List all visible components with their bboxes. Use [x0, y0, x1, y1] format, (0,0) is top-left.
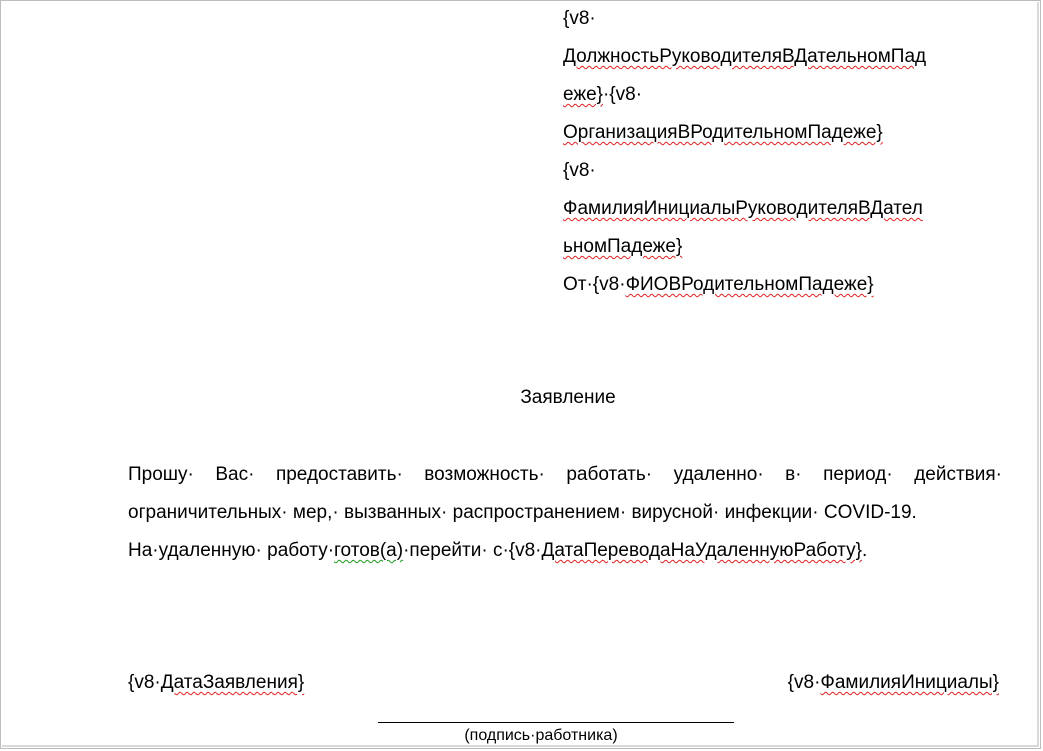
from-label: От·{v8·	[563, 274, 626, 295]
date-prefix: {v8·	[128, 672, 161, 693]
initials-field: ФамилияИнициалы}	[820, 672, 999, 693]
addressee-block	[563, 0, 993, 304]
application-date	[128, 664, 304, 702]
addressee-head-name-field: ФамилияИнициалыРуководителяВДател	[563, 198, 923, 219]
addressee-line	[563, 76, 993, 114]
ready-word: готов(а)	[334, 540, 404, 561]
transfer-text: ·перейти· с·{v8·	[403, 540, 542, 561]
document-body	[128, 456, 1002, 570]
addressee-line: {v8·	[563, 160, 596, 181]
request-paragraph: Прошу· Вас· предоставить· возможность· работать· удаленно· в· период· действия· ограничительных· мер,· вызванных· распространением· вирусной· инфекции· COVID-19.	[128, 464, 1002, 523]
date-field: ДатаЗаявления}	[160, 672, 305, 693]
addressee-head-name-field-end: ьномПадеже}	[563, 236, 683, 257]
transfer-date-field: ДатаПереводаНаУдаленнуюРаботу}	[541, 540, 862, 561]
addressee-organization-field: ОрганизацияВРодительномПадеже}	[563, 122, 883, 143]
employee-name-field: ФИОВРодительномПадеже}	[625, 274, 874, 295]
document-title: Заявление	[520, 387, 616, 408]
employee-initials	[788, 664, 999, 702]
transfer-text-end: .	[861, 540, 868, 561]
addressee-position-field: ДолжностьРуководителяВДательномПад	[563, 46, 927, 67]
addressee-line	[563, 266, 993, 304]
transfer-paragraph	[128, 532, 1002, 570]
addressee-position-field-end: еже}	[563, 84, 603, 105]
addressee-line: {v8·	[563, 8, 596, 29]
addressee-org-prefix: ·{v8·	[602, 84, 643, 105]
transfer-text: На·удаленную· работу·	[128, 540, 335, 561]
signature-caption: (подпись·работника)	[464, 727, 618, 744]
name-prefix: {v8·	[787, 672, 821, 693]
signature-line	[378, 722, 734, 723]
